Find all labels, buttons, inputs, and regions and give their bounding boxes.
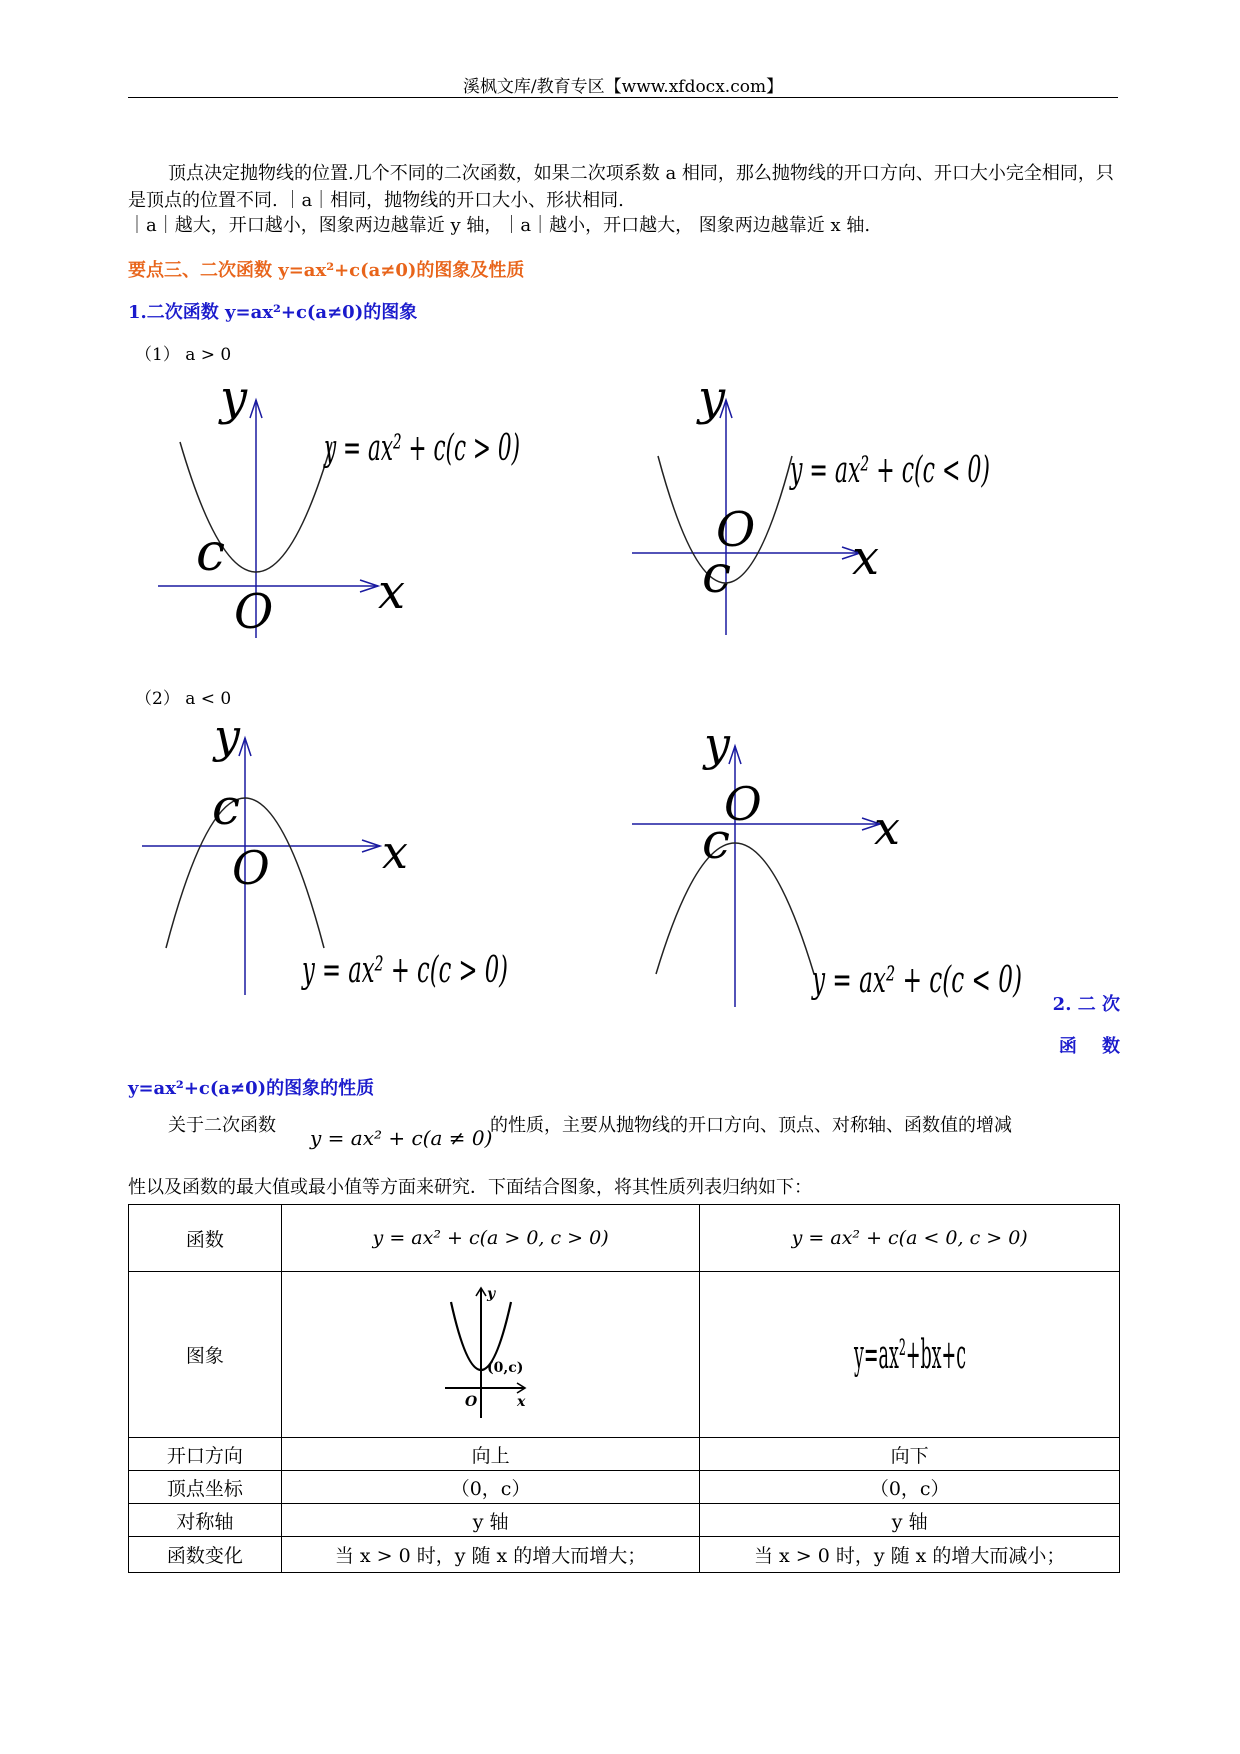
graph-caption-image <box>850 1312 970 1392</box>
equation-label: y = ax² + c(c < 0) <box>810 960 1022 1001</box>
row-label-graph: 图象 <box>129 1272 282 1438</box>
row-value-case2: y 轴 <box>700 1504 1120 1537</box>
subheading-properties-part2: 函 数 <box>1058 1036 1120 1057</box>
case-a-negative: （2） a < 0 <box>135 689 232 709</box>
row-value-case1: （0，c） <box>281 1471 700 1504</box>
y-label: y <box>704 720 730 771</box>
graph-up-c-positive <box>140 370 540 645</box>
subheading-properties-part3: y=ax²+c(a≠0)的图象的性质 <box>128 1078 375 1099</box>
mini-origin-label: O <box>464 1394 477 1410</box>
mini-y-label: y <box>486 1286 495 1302</box>
row-value-case1: y 轴 <box>281 1504 700 1537</box>
properties-table <box>128 1204 1120 1573</box>
graph-up-c-negative <box>620 370 1020 645</box>
subheading-graphs: 1.二次函数 y=ax²+c(a≠0)的图象 <box>128 302 418 323</box>
paragraph-intro-b: 的性质，主要从抛物线的开口方向、顶点、对称轴、函数值的增减 <box>490 1115 1012 1136</box>
x-label: x <box>874 801 900 855</box>
origin-label: O <box>724 777 762 831</box>
table-row <box>129 1504 1120 1537</box>
graph-caption: y=ax²+bx+c <box>853 1332 966 1378</box>
origin-label: O <box>716 502 756 558</box>
x-label: x <box>852 530 880 586</box>
row-value-case1: 当 x > 0 时，y 随 x 的增大而增大； <box>281 1537 700 1573</box>
paragraph-vertex: 顶点决定抛物线的位置.几个不同的二次函数，如果二次项系数 a 相同，那么抛物线的开口方向、开口大小完全相同，只是顶点的位置不同. ｜a｜相同，抛物线的开口大小、形状相同. <box>128 163 1114 211</box>
c-label: c <box>702 812 731 870</box>
y-label: y <box>214 712 240 763</box>
table-graph-row <box>129 1272 1120 1438</box>
table-row <box>129 1438 1120 1471</box>
mini-vertex-label: (0,c) <box>486 1360 523 1376</box>
row-value-case2: 向下 <box>700 1438 1120 1471</box>
row-label: 函数变化 <box>129 1537 282 1573</box>
header-cell-function: 函数 <box>129 1205 282 1272</box>
header-cell-case2: y = ax² + c(a < 0, c > 0) <box>700 1205 1120 1272</box>
graph-down-c-positive <box>130 712 550 1002</box>
row-label: 开口方向 <box>129 1438 282 1471</box>
graph-cell-case2 <box>700 1272 1120 1438</box>
paragraph-abs-a: ｜a｜越大，开口越小，图象两边越靠近 y 轴，｜a｜越小，开口越大， 图象两边越靠近 x 轴. <box>128 215 871 236</box>
graph-down-c-negative <box>618 720 1038 1010</box>
row-value-case1: 向上 <box>281 1438 700 1471</box>
row-value-case2: 当 x > 0 时，y 随 x 的增大而减小； <box>700 1537 1120 1573</box>
y-label: y <box>220 370 248 426</box>
equation-label: y = ax² + c(c > 0) <box>300 950 508 991</box>
equation-label: y = ax² + c(c > 0) <box>322 428 520 469</box>
table-row <box>129 1537 1120 1573</box>
graph-cell-case1 <box>281 1272 700 1438</box>
y-label: y <box>698 370 726 426</box>
header-cell-case1: y = ax² + c(a > 0, c > 0) <box>281 1205 700 1272</box>
equation-label: y = ax² + c(c < 0) <box>788 450 990 491</box>
formula-general: y = ax² + c(a ≠ 0) <box>310 1126 493 1150</box>
mini-x-label: x <box>516 1394 525 1410</box>
case-a-positive: （1） a > 0 <box>135 345 232 365</box>
paragraph-intro-c: 性以及函数的最大值或最小值等方面来研究．下面结合图象，将其性质列表归纳如下： <box>128 1177 812 1198</box>
paragraph-intro-a: 关于二次函数 <box>168 1115 276 1136</box>
origin-label: O <box>232 841 270 895</box>
header-rule <box>128 97 1118 98</box>
mini-parabola-graph <box>441 1282 541 1422</box>
row-label: 对称轴 <box>129 1504 282 1537</box>
origin-label: O <box>234 584 274 640</box>
row-label: 顶点坐标 <box>129 1471 282 1504</box>
table-row <box>129 1471 1120 1504</box>
page-header: 溪枫文库/教育专区【www.xfdocx.com】 <box>462 77 784 97</box>
row-value-case2: （0，c） <box>700 1471 1120 1504</box>
table-header-row <box>129 1205 1120 1272</box>
x-label: x <box>378 564 406 620</box>
c-label: c <box>212 778 241 836</box>
x-label: x <box>382 825 408 879</box>
section-heading-3: 要点三、二次函数 y=ax²+c(a≠0)的图象及性质 <box>128 260 525 281</box>
c-label: c <box>702 545 732 605</box>
c-label: c <box>196 523 226 583</box>
subheading-properties-part1: 2. 二 次 <box>1052 994 1120 1015</box>
